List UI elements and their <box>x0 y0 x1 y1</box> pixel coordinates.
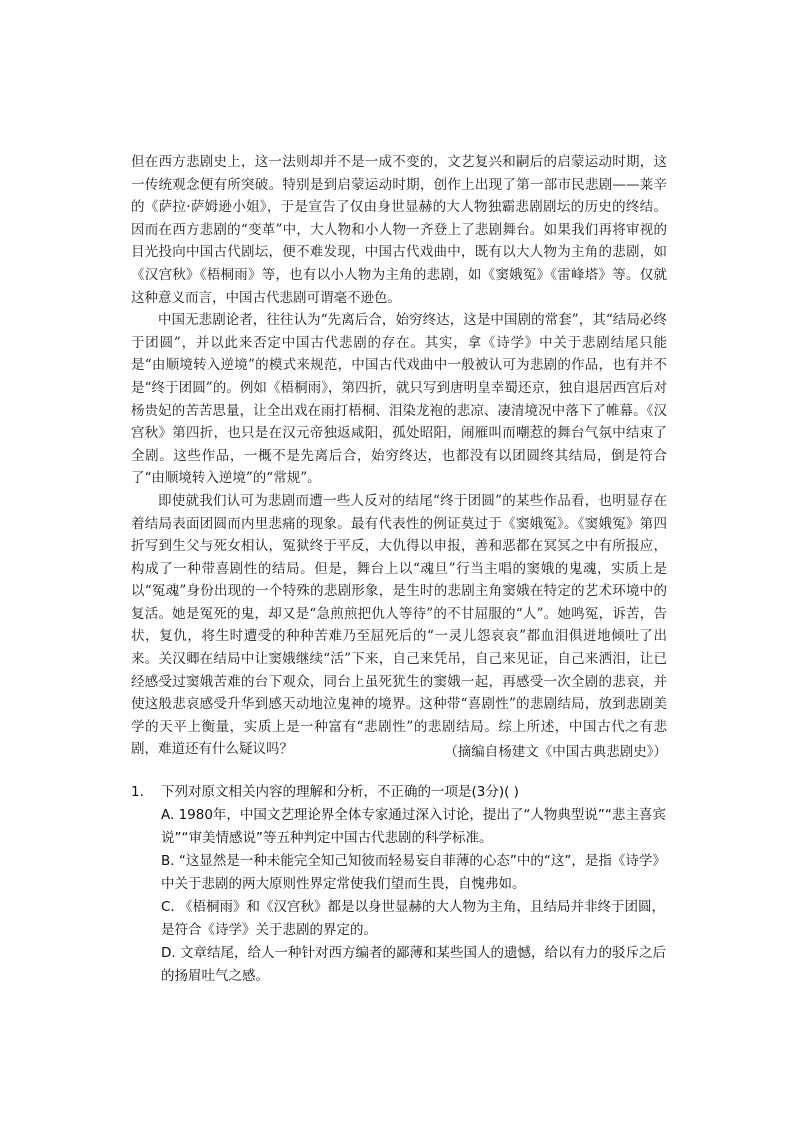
option-d[interactable]: D. 文章结尾，给人一种针对西方编者的鄙薄和某些国人的遗憾，给以有力的驳斥之后的扬眉吐气之感。 <box>161 945 666 984</box>
passage-paragraph-1: 但在西方悲剧史上，这一法则却并不是一成不变的，文艺复兴和嗣后的启蒙运动时期，这一传统观念便有所突破。特别是到启蒙运动时期，创作上出现了第一部市民悲剧——莱辛的《萨拉·萨姆逊小姐》，于是宣告了仅由身世显赫的大人物独霸悲剧剧坛的历史的终结。因而在西方悲剧的“变革”中，大人物和小人物一齐登上了悲剧舞台。如果我们再将审视的目光投向中国古代剧坛，便不难发现，中国古代戏曲中，既有以大人物为主角的悲剧，如《汉宫秋》《梧桐雨》等，也有以小人物为主角的悲剧，如《窦娥冤》《雷峰塔》等。仅就这种意义而言，中国古代悲剧可谓毫不逊色。 <box>131 154 667 306</box>
question-stem-row <box>131 781 671 804</box>
option-c[interactable]: C. 《梧桐雨》和《汉宫秋》都是以身世显赫的大人物为主角，且结局并非终于团圆，是符合《诗学》关于悲剧的界定的。 <box>161 899 666 938</box>
option-b[interactable]: B. “这显然是一种未能完全知己知彼而轻易妄自菲薄的心态”中的“这”，是指《诗学》中关于悲剧的两大原则性界定常使我们望而生畏，自愧弗如。 <box>161 853 666 892</box>
question-number: 1. <box>131 784 144 800</box>
reading-passage <box>131 151 667 761</box>
passage-paragraph-2: 中国无悲剧论者，往往认为“先离后合，始穷终达，这是中国剧的常套”，其“结局必终于团圆”，并以此来否定中国古代悲剧的存在。其实，拿《诗学》中关于悲剧结尾只能是“由顺境转入逆境”的模式来规范，中国古代戏曲中一般被认可为悲剧的作品，也有并不是“终于团圆”的。例如《梧桐雨》，第四折，就只写到唐明皇幸蜀还京，独自退居西宫后对杨贵妃的苦苦思量，让全出戏在雨打梧桐、泪染龙袍的悲凉、凄清境况中落下了帷幕。《汉宫秋》第四折，也只是在汉元帝独返咸阳，孤处昭阳，闹雁叫而嘲惹的舞台气氛中结束了全剧。这些作品，一概不是先离后合，始穷终达，也都没有以团圆终其结局，倒是符合了“由顺境转入逆境”的“常规”。 <box>131 312 667 487</box>
option-a[interactable]: A. 1980年，中国文艺理论界全体专家通过深入讨论，提出了“人物典型说”“悲主喜宾说”“审美情感说”等五种判定中国古代悲剧的科学标准。 <box>161 807 666 846</box>
question-1 <box>131 781 671 988</box>
question-stem: 下列对原文相关内容的理解和分析，不正确的一项是(3分)( ) <box>161 784 519 800</box>
passage-source: （摘编自杨建文《中国古典悲剧史》） <box>444 744 667 760</box>
passage-paragraph-3: 即使就我们认可为悲剧而遭一些人反对的结尾“终于团圆”的某些作品看，也明显存在着结局表面团圆而内里悲痛的现象。最有代表性的例证莫过于《窦娥冤》。《窦娥冤》第四折写到生父与死女相认，冤狱终于平反，大仇得以申报，善和恶都在冥冥之中有所报应，构成了一种带喜剧性的结局。但是，舞台上以“魂旦”行当主唱的窦娥的鬼魂，实质上是以“冤魂”身份出现的一个特殊的悲剧形象，是生时的悲剧主角窦娥在特定的艺术环境中的复活。她是冤死的鬼，却又是“急煎煎把仇人等待”的不甘屈服的“人”。她鸣冤，诉苦，告状，复仇，将生时遭受的种种苦难乃至屈死后的“一灵儿怨哀哀”都血泪俱迸地倾吐了出来。关汉卿在结局中让窦娥继续“活”下来，自己来凭吊，自己来见证，自己来洒泪，让已经感受过窦娥苦难的台下观众，同台上虽死犹生的窦娥一起，再感受一次全剧的悲哀，并使这般悲哀感受升华到感天动地泣鬼神的境界。这种带“喜剧性”的悲剧结局，放到悲剧美学的天平上衡量，实质上是一种富有“悲剧性”的悲剧结局。综上所述，中国古代之有悲剧，难道还有什么疑议吗？ <box>131 492 667 758</box>
